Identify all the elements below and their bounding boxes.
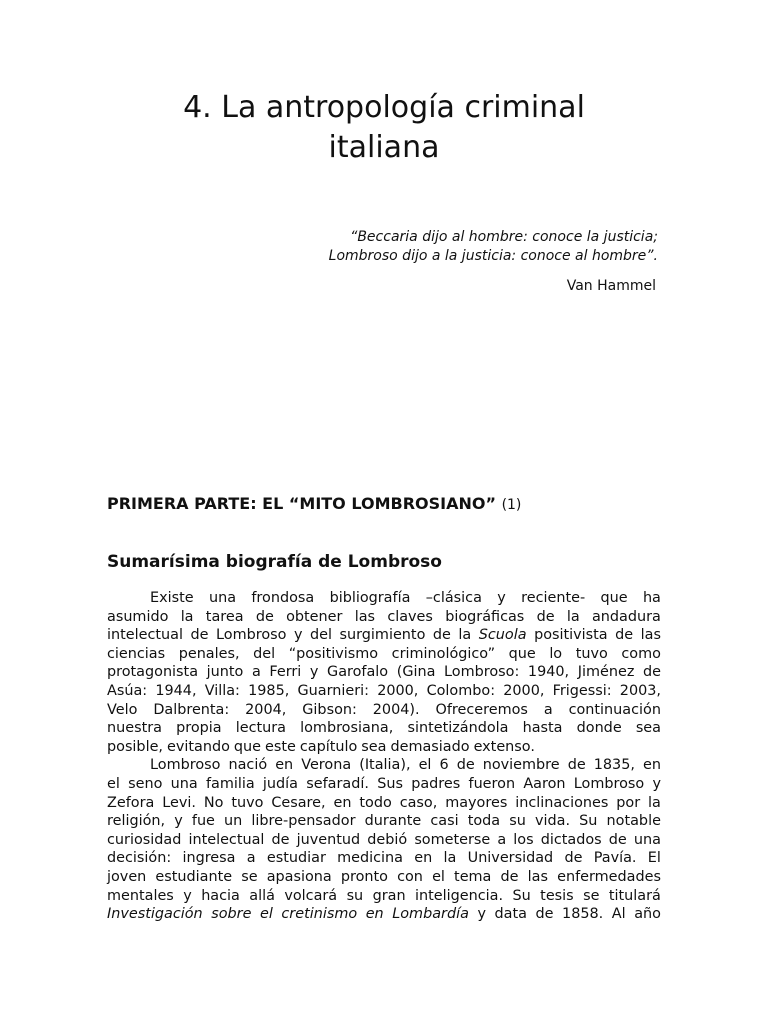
word: junto	[206, 664, 244, 681]
word: biográficas	[445, 608, 525, 625]
word: y	[477, 906, 486, 923]
epigraph-quote	[238, 228, 658, 266]
word: Lombardía	[392, 906, 469, 923]
word: Zefora	[107, 794, 155, 811]
word: el	[259, 906, 273, 923]
word: en	[333, 794, 352, 811]
word: sefaradí.	[306, 775, 369, 792]
word: claves	[387, 608, 433, 625]
word: la	[443, 850, 457, 867]
word: la	[648, 794, 661, 811]
word: positivista	[534, 627, 608, 644]
word: caso,	[399, 794, 438, 811]
word: como	[621, 645, 661, 662]
word: la	[566, 608, 580, 625]
word: a	[246, 850, 256, 867]
word: –clásica	[425, 590, 482, 606]
word: padres	[411, 775, 461, 792]
word: en	[414, 850, 433, 867]
epigraph-author: Van Hammel	[566, 278, 656, 294]
word: debió	[367, 831, 408, 848]
word: Lombroso	[216, 627, 287, 644]
word: tesis	[540, 887, 574, 904]
word: estudiante	[155, 868, 233, 885]
word: 2000,	[377, 682, 419, 699]
word: (Gina	[396, 664, 436, 681]
word: evitando	[167, 738, 230, 755]
word: titulará	[608, 887, 661, 904]
word: el	[418, 757, 432, 774]
word: Dalbrenta:	[153, 701, 230, 718]
word: su	[346, 887, 364, 904]
paragraph-line	[107, 887, 661, 906]
word: fueron	[468, 775, 516, 792]
word: tuvo	[575, 645, 608, 662]
word: de	[643, 664, 661, 681]
word: el	[107, 775, 120, 792]
word: su	[509, 813, 526, 830]
word: los	[513, 831, 534, 848]
word: seno	[128, 775, 163, 792]
word: Asúa:	[107, 682, 148, 699]
word: andadura	[591, 608, 661, 625]
word: Villa:	[204, 682, 240, 699]
word: volcará	[284, 887, 338, 904]
word: posible,	[107, 738, 163, 755]
paragraph-line	[107, 738, 661, 757]
word: Guarnieri:	[297, 682, 369, 699]
word: una	[633, 831, 661, 848]
word: Levi.	[162, 794, 196, 811]
word: las	[527, 868, 548, 885]
word: y	[309, 664, 319, 681]
paragraph-line	[107, 682, 661, 701]
word: familia	[205, 775, 255, 792]
word: Verona	[301, 757, 352, 774]
word: y	[174, 813, 183, 830]
word: noviembre	[482, 757, 560, 774]
paragraph-line	[107, 608, 661, 627]
word: bibliografía	[329, 590, 411, 606]
word: joven	[107, 868, 147, 885]
word: nuestra	[107, 720, 162, 737]
word: vida.	[534, 813, 571, 830]
word: todo	[359, 794, 392, 811]
word: ha	[642, 590, 661, 606]
part-heading	[107, 493, 667, 516]
word: frondosa	[251, 590, 315, 606]
word: intelectual	[188, 831, 265, 848]
epigraph-line-1: “Beccaria dijo al hombre: conoce la justicia;	[350, 229, 658, 245]
word: de	[271, 831, 290, 848]
word: cretinismo	[281, 906, 358, 923]
paragraph-line	[107, 849, 661, 868]
paragraph-line	[107, 701, 661, 720]
word: por	[616, 794, 641, 811]
word: que	[233, 738, 261, 755]
word: y	[652, 775, 661, 792]
word: ciencias	[107, 645, 166, 662]
word: 1835,	[593, 757, 635, 774]
word: y	[497, 590, 506, 606]
word: Lombroso:	[444, 664, 520, 681]
word: Garofalo	[327, 664, 389, 681]
word: a	[251, 664, 261, 681]
word: Aaron	[523, 775, 566, 792]
word: nació	[228, 757, 268, 774]
word: intelectual	[107, 627, 183, 644]
word: tarea	[205, 608, 244, 625]
word: inclinaciones	[515, 794, 609, 811]
word: Frigessi:	[552, 682, 612, 699]
word: hacia	[201, 887, 240, 904]
word: de	[500, 868, 519, 885]
word: durante	[364, 813, 422, 830]
paragraph-line	[107, 794, 661, 813]
paragraph-line	[107, 831, 661, 850]
word: No	[203, 794, 224, 811]
word: se	[583, 887, 600, 904]
word: de	[535, 906, 554, 923]
word: libre-pensador	[251, 813, 356, 830]
word: 1985,	[248, 682, 290, 699]
word: la	[180, 608, 194, 625]
word: 2004,	[245, 701, 287, 718]
word: criminológico”	[391, 645, 496, 662]
word: asumido	[107, 608, 169, 625]
word: las	[640, 627, 661, 644]
word: protagonista	[107, 664, 199, 681]
word: penales,	[178, 645, 240, 662]
word: Al	[611, 906, 626, 923]
word: 1940,	[527, 664, 570, 681]
word: Universidad	[467, 850, 554, 867]
word: someterse	[414, 831, 491, 848]
word: sea	[361, 738, 387, 755]
word: surgimiento	[339, 627, 426, 644]
word: capítulo	[299, 738, 358, 755]
word: año	[634, 906, 661, 923]
word: religión,	[107, 813, 166, 830]
chapter-title	[0, 88, 768, 168]
word: “positivismo	[288, 645, 379, 662]
epigraph-line-2: Lombroso dijo a la justicia: conoce al hombre”.	[328, 248, 658, 264]
word: Pavía.	[593, 850, 637, 867]
word: El	[647, 850, 661, 867]
word: 6	[439, 757, 449, 774]
footnote-reference: (1)	[501, 497, 522, 513]
word: donde	[576, 720, 622, 737]
word: y	[293, 627, 303, 644]
word: dictados	[540, 831, 602, 848]
word: mentales	[107, 887, 174, 904]
paragraph-line	[107, 868, 661, 887]
paragraph-line	[107, 645, 661, 664]
word: sintetizándola	[407, 720, 509, 737]
word: Cesare,	[271, 794, 326, 811]
word: 1858.	[562, 906, 604, 923]
word: Velo	[107, 701, 138, 718]
word: 2004).	[372, 701, 420, 718]
word: un	[224, 813, 243, 830]
word: Lombroso	[573, 775, 645, 792]
word: que	[508, 645, 536, 662]
paragraph-line	[107, 626, 661, 645]
word: casi	[430, 813, 459, 830]
word: en	[275, 757, 294, 774]
word: lombrosiana,	[300, 720, 394, 737]
word: Scuola	[478, 627, 527, 644]
word: de	[564, 850, 583, 867]
word: 2000,	[503, 682, 545, 699]
word: a	[497, 831, 507, 848]
paragraph-line	[107, 589, 661, 608]
paragraph-line	[107, 812, 661, 831]
word: decisión:	[107, 850, 172, 867]
paragraph-line	[107, 663, 661, 682]
body-text	[107, 589, 661, 924]
word: mayores	[445, 794, 508, 811]
word: de	[536, 608, 555, 625]
word: data	[494, 906, 527, 923]
word: reciente-	[521, 590, 586, 606]
word: obtener	[286, 608, 343, 625]
word: Ferri	[269, 664, 302, 681]
word: tuvo	[231, 794, 264, 811]
word: enfermedades	[557, 868, 661, 885]
word: 1944,	[155, 682, 197, 699]
word: de	[432, 627, 451, 644]
word: estudiar	[266, 850, 326, 867]
word: sobre	[211, 906, 252, 923]
word: este	[265, 738, 296, 755]
word: pronto	[340, 868, 388, 885]
word: las	[354, 608, 376, 625]
word: que	[600, 590, 628, 606]
word: (Italia),	[359, 757, 411, 774]
word: hasta	[522, 720, 563, 737]
word: ingresa	[182, 850, 236, 867]
word: extenso.	[473, 738, 535, 755]
word: demasiado	[390, 738, 470, 755]
word: fue	[191, 813, 215, 830]
word: medicina	[337, 850, 403, 867]
word: allá	[249, 887, 275, 904]
word: Jiménez	[577, 664, 635, 681]
word: lo	[549, 645, 563, 662]
word: sea	[635, 720, 661, 737]
word: Ofreceremos	[435, 701, 528, 718]
word: una	[208, 590, 237, 606]
word: una	[170, 775, 198, 792]
word: Su	[579, 813, 598, 830]
word: gran	[372, 887, 406, 904]
paragraph-line	[107, 756, 661, 775]
word: Gibson:	[302, 701, 357, 718]
word: apasiona	[266, 868, 332, 885]
word: y	[183, 887, 192, 904]
chapter-title-line-1: 4. La antropología criminal	[183, 90, 585, 125]
word: el	[432, 868, 445, 885]
word: en	[642, 757, 661, 774]
word: juventud	[296, 831, 361, 848]
word: de	[190, 627, 209, 644]
word: del	[253, 645, 276, 662]
word: con	[397, 868, 423, 885]
word: de	[255, 608, 274, 625]
word: lectura	[235, 720, 286, 737]
word: de	[456, 757, 475, 774]
word: toda	[467, 813, 501, 830]
paragraph-line	[107, 719, 661, 738]
paragraph-line	[107, 905, 661, 924]
word: a	[543, 701, 553, 718]
word: de	[615, 627, 634, 644]
word: Su	[512, 887, 531, 904]
word: se	[241, 868, 258, 885]
word: Investigación	[107, 906, 203, 923]
section-heading: Sumarísima biografía de Lombroso	[107, 552, 442, 572]
chapter-title-line-2: italiana	[328, 130, 440, 165]
word: Sus	[377, 775, 403, 792]
word: continuación	[568, 701, 661, 718]
word: Colombo:	[426, 682, 496, 699]
paragraph-line	[107, 775, 661, 794]
word: Existe	[150, 590, 194, 606]
word: de	[608, 831, 627, 848]
word: en	[365, 906, 384, 923]
word: curiosidad	[107, 831, 182, 848]
word: del	[310, 627, 332, 644]
word: judía	[262, 775, 298, 792]
part-heading-text: PRIMERA PARTE: EL “MITO LOMBROSIANO”	[107, 494, 496, 513]
word: notable	[606, 813, 661, 830]
word: inteligencia.	[415, 887, 504, 904]
word: la	[458, 627, 472, 644]
word: 2003,	[619, 682, 661, 699]
word: Lombroso	[150, 757, 221, 774]
word: propia	[176, 720, 222, 737]
word: de	[567, 757, 586, 774]
word: tema	[454, 868, 492, 885]
